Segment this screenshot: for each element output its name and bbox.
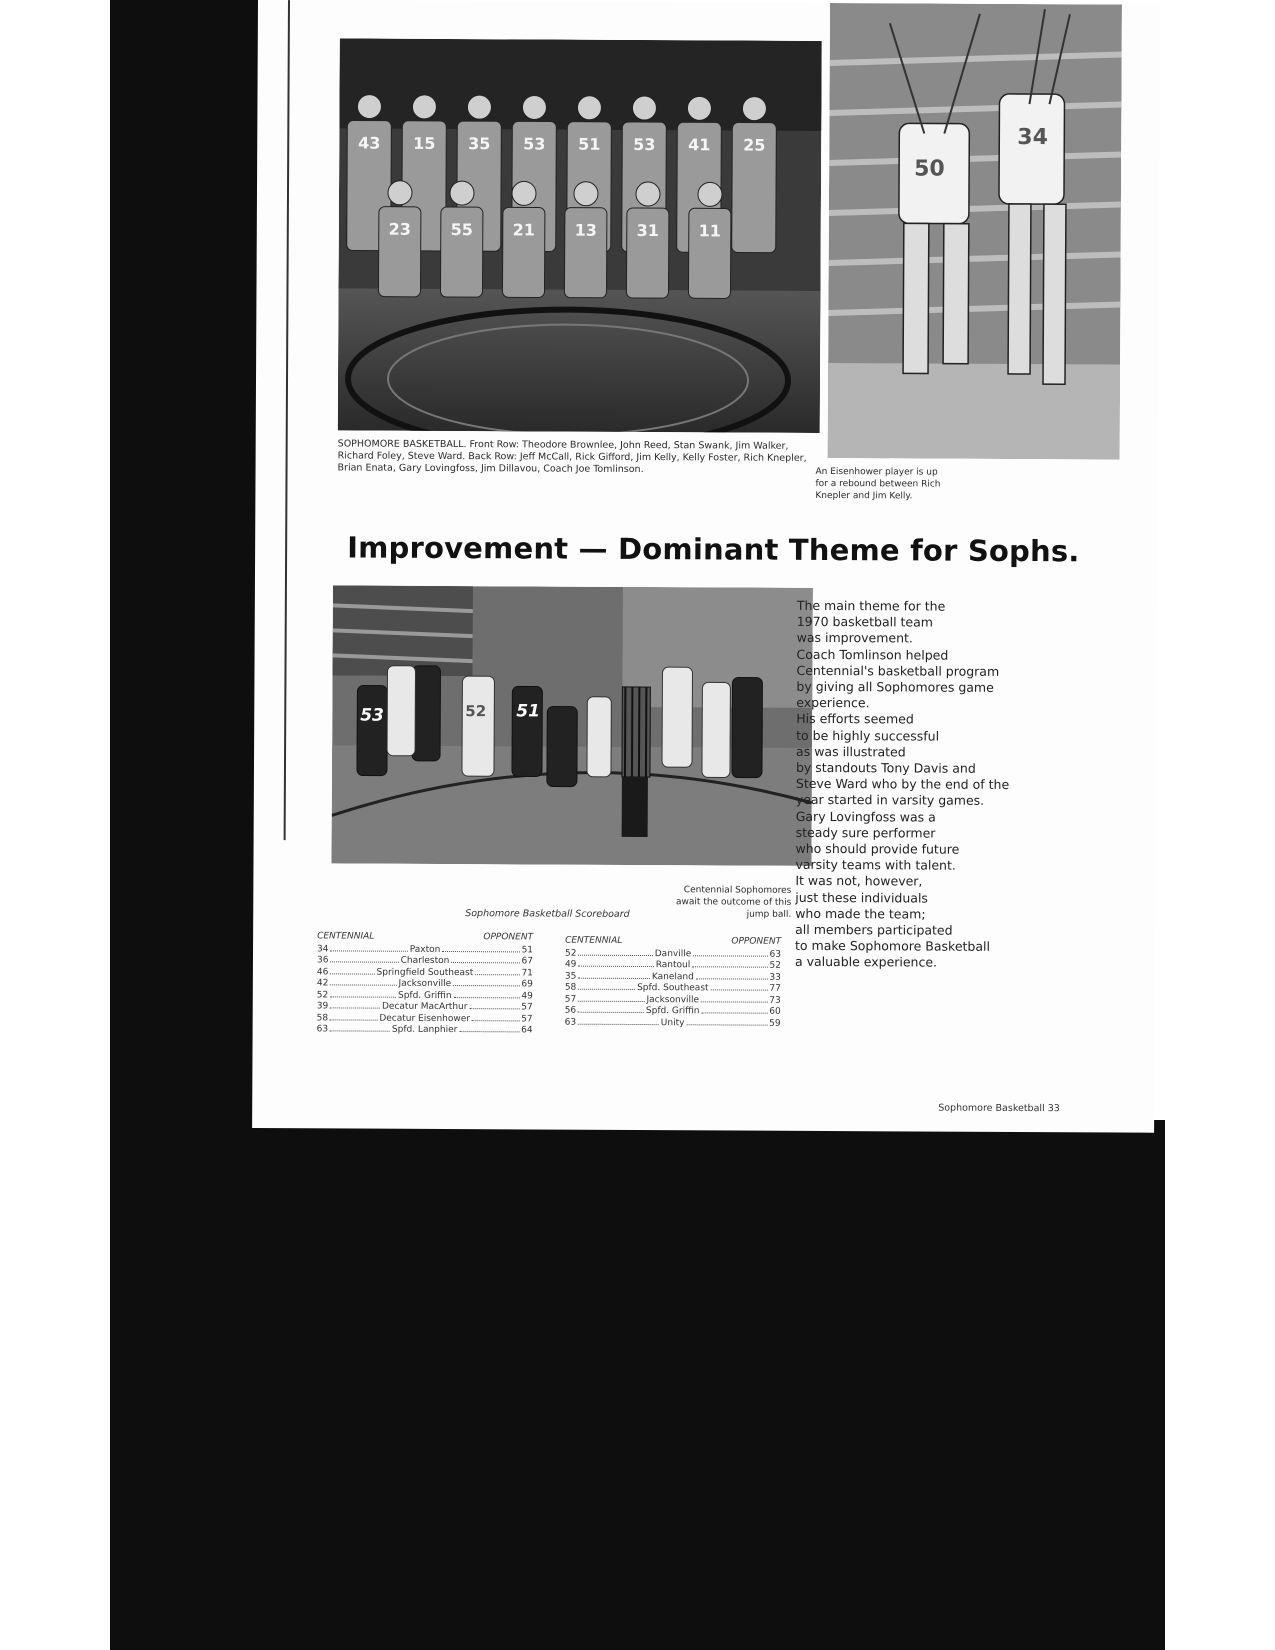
player-head: [698, 182, 722, 206]
score-centennial: 46: [316, 966, 329, 977]
leader-dots: [692, 966, 767, 967]
score-centennial: 36: [316, 955, 329, 966]
jersey-number: 53: [633, 134, 656, 155]
score-opponent: 69: [521, 979, 533, 990]
score-opponent: 51: [521, 944, 534, 955]
body-line: Steve Ward who by the end of the: [795, 776, 1010, 793]
body-line: who should provide future: [795, 840, 960, 857]
jersey-number: 53: [523, 134, 546, 154]
rebound-photo: [828, 3, 1122, 460]
score-opponent: 77: [769, 983, 781, 994]
jersey-number: 11: [698, 221, 721, 241]
score-opponent: 33: [769, 972, 781, 983]
player-head: [357, 95, 381, 119]
leader-dots: [578, 954, 652, 955]
score-centennial: 63: [316, 1024, 329, 1035]
jersey-number: 21: [512, 220, 535, 240]
score-opponent: 71: [521, 967, 533, 978]
margin-rule: [284, 0, 290, 840]
leader-dots: [578, 1012, 644, 1013]
score-opponent: 60: [769, 1006, 781, 1017]
jump-ball-photo: [331, 585, 812, 866]
jump-jersey-51: 51: [516, 701, 541, 722]
score-opponent: 59: [769, 1018, 781, 1029]
score-centennial: 34: [317, 943, 329, 954]
body-line: His efforts seemed: [796, 711, 914, 727]
scoreboard-right: [565, 936, 781, 1030]
team-photo-caption: SOPHOMORE BASKETBALL. Front Row: Theodore Brownlee, John Reed, Stan Swank, Jim Walker, Richard Foley, Steve Ward. Back Row: Jeff McCall, Rick Gifford, Jim Kelly, Kelly Foster, Rich Knepler, Brian Enata, Gary Lovingfoss, Jim Dillavou, Coach Joe Tomlinson.: [337, 438, 807, 476]
scoreboard-right-header: [565, 936, 781, 949]
score-centennial: 52: [316, 989, 329, 1000]
scoreboard-title: Sophomore Basketball Scoreboard: [465, 908, 630, 920]
score-opponent-name: Springfield Southeast: [376, 967, 474, 978]
rebound-photo-caption: An Eisenhower player is up for a rebound between Rich Knepler and Jim Kelly.: [815, 466, 941, 502]
leader-dots: [330, 950, 407, 951]
leader-dots: [693, 955, 767, 956]
score-opponent-name: Paxton: [409, 944, 441, 955]
body-line: Centennial's basketball program: [796, 662, 1000, 679]
leader-dots: [578, 977, 650, 978]
player-head: [742, 97, 766, 121]
yearbook-page: [252, 0, 1160, 1133]
leader-dots: [453, 985, 519, 986]
score-opponent: 52: [769, 960, 781, 971]
leader-dots: [330, 961, 398, 962]
player-head: [574, 182, 598, 206]
jersey-number: 25: [743, 135, 766, 155]
leader-dots: [578, 989, 635, 990]
leader-dots: [475, 974, 519, 975]
team-photo: [338, 38, 822, 433]
leader-dots: [578, 966, 653, 967]
score-opponent-name: Kaneland: [651, 971, 694, 982]
score-opponent-name: Spfd. Griffin: [397, 990, 452, 1001]
leader-dots: [701, 1001, 767, 1002]
body-line: year started in varsity games.: [795, 792, 985, 809]
leader-dots: [330, 984, 396, 985]
body-line: varsity teams with talent.: [795, 857, 956, 873]
leader-dots: [330, 1019, 377, 1020]
body-line: It was not, however,: [795, 873, 923, 889]
scoreboard-left: [317, 931, 534, 1037]
score-centennial: 58: [564, 982, 577, 993]
score-opponent-name: Jacksonville: [398, 978, 452, 990]
rebound-jersey-50: 50: [914, 156, 945, 182]
score-opponent: 63: [769, 949, 782, 960]
score-opponent-name: Jacksonville: [646, 994, 700, 1005]
score-centennial: 52: [564, 948, 577, 959]
body-line: 1970 basketball team: [796, 614, 934, 630]
body-line: Gary Lovingfoss was a: [795, 808, 936, 825]
page-footer: Sophomore Basketball 33: [938, 1102, 1060, 1115]
score-centennial: 56: [564, 1005, 577, 1016]
player-head: [687, 96, 711, 120]
leader-dots: [472, 1020, 519, 1021]
player-head: [632, 96, 656, 120]
body-line: was improvement.: [796, 630, 913, 646]
score-opponent: 57: [521, 1013, 533, 1024]
leader-dots: [442, 950, 519, 951]
score-opponent-name: Decatur Eisenhower: [379, 1013, 471, 1024]
leader-dots: [578, 1000, 644, 1001]
leader-dots: [454, 997, 520, 998]
page-headline: Improvement — Dominant Theme for Sophs.: [347, 530, 1080, 569]
header-centennial: CENTENNIAL: [565, 935, 623, 946]
body-line: a valuable experience.: [794, 954, 938, 971]
score-opponent-name: Charleston: [400, 955, 450, 967]
body-line: to be highly successful: [796, 727, 940, 744]
leader-dots: [330, 1007, 380, 1008]
leader-dots: [330, 1030, 390, 1031]
score-row: [317, 1024, 533, 1037]
player-head: [577, 96, 601, 120]
player-head: [450, 181, 474, 205]
body-line: experience.: [796, 695, 870, 711]
leader-dots: [686, 1024, 767, 1025]
score-opponent-name: Spfd. Lanphier: [391, 1024, 458, 1036]
jersey-number: 41: [688, 135, 711, 155]
leader-dots: [578, 1023, 659, 1024]
score-centennial: 57: [564, 994, 577, 1005]
leader-dots: [459, 1031, 519, 1032]
body-line: all members participated: [795, 921, 953, 938]
jersey-number: 55: [450, 220, 473, 240]
score-centennial: 49: [564, 959, 577, 970]
rebound-jersey-34: 34: [1017, 124, 1048, 151]
player-head: [388, 181, 412, 205]
body-line: to make Sophomore Basketball: [795, 938, 991, 955]
player-head: [512, 181, 536, 205]
score-row: [565, 1017, 781, 1030]
player-head: [412, 95, 436, 119]
jersey-number: 51: [578, 134, 601, 154]
body-line: Coach Tomlinson helped: [796, 646, 949, 663]
leader-dots: [330, 996, 396, 997]
body-line: as was illustrated: [796, 743, 906, 760]
score-opponent-name: Spfd. Southeast: [637, 982, 709, 994]
body-line: The main theme for the: [796, 597, 946, 614]
leader-dots: [451, 962, 519, 963]
scoreboard-left-header: [317, 931, 533, 944]
jersey-number: 23: [388, 219, 411, 239]
header-opponent: OPPONENT: [731, 936, 782, 947]
score-opponent: 64: [521, 1025, 533, 1036]
score-opponent-name: Rantoul: [655, 960, 691, 971]
body-line: by giving all Sophomores game: [796, 678, 994, 695]
score-centennial: 35: [564, 971, 577, 982]
score-centennial: 63: [564, 1017, 577, 1028]
scanner-bed-bottom: [110, 1128, 1165, 1650]
body-line: who made the team;: [795, 905, 926, 922]
jersey-number: 15: [413, 133, 436, 153]
leader-dots: [469, 1008, 519, 1009]
jersey-number: 43: [358, 133, 381, 153]
score-opponent-name: Decatur MacArthur: [381, 1001, 468, 1013]
score-opponent-name: Danville: [654, 948, 692, 959]
score-opponent-name: Unity: [660, 1017, 685, 1028]
score-opponent: 73: [769, 995, 781, 1006]
article-body: [794, 597, 1010, 972]
score-opponent: 67: [521, 956, 534, 967]
jersey-number: 35: [468, 134, 491, 154]
jersey-number: 31: [636, 220, 659, 241]
score-opponent: 49: [521, 990, 533, 1001]
body-line: just these individuals: [795, 889, 929, 906]
leader-dots: [711, 989, 768, 990]
player-head: [522, 95, 546, 119]
header-opponent: OPPONENT: [483, 932, 534, 943]
score-centennial: 39: [316, 1001, 329, 1012]
score-opponent: 57: [521, 1002, 533, 1013]
jersey-number: 13: [574, 220, 597, 240]
score-centennial: 58: [316, 1012, 329, 1023]
header-centennial: CENTENNIAL: [317, 931, 375, 942]
score-opponent-name: Spfd. Griffin: [645, 1006, 700, 1017]
jump-jersey-52: 52: [465, 702, 487, 721]
leader-dots: [696, 978, 768, 979]
player-head: [636, 182, 660, 206]
score-centennial: 42: [316, 978, 329, 989]
leader-dots: [702, 1012, 768, 1013]
player-head: [467, 95, 491, 119]
jump-jersey-53: 53: [360, 705, 384, 726]
leader-dots: [330, 973, 374, 974]
body-line: steady sure performer: [795, 824, 936, 841]
jump-ball-caption: Centennial Sophomores await the outcome of this jump ball.: [676, 885, 792, 920]
body-line: by standouts Tony Davis and: [795, 759, 976, 776]
